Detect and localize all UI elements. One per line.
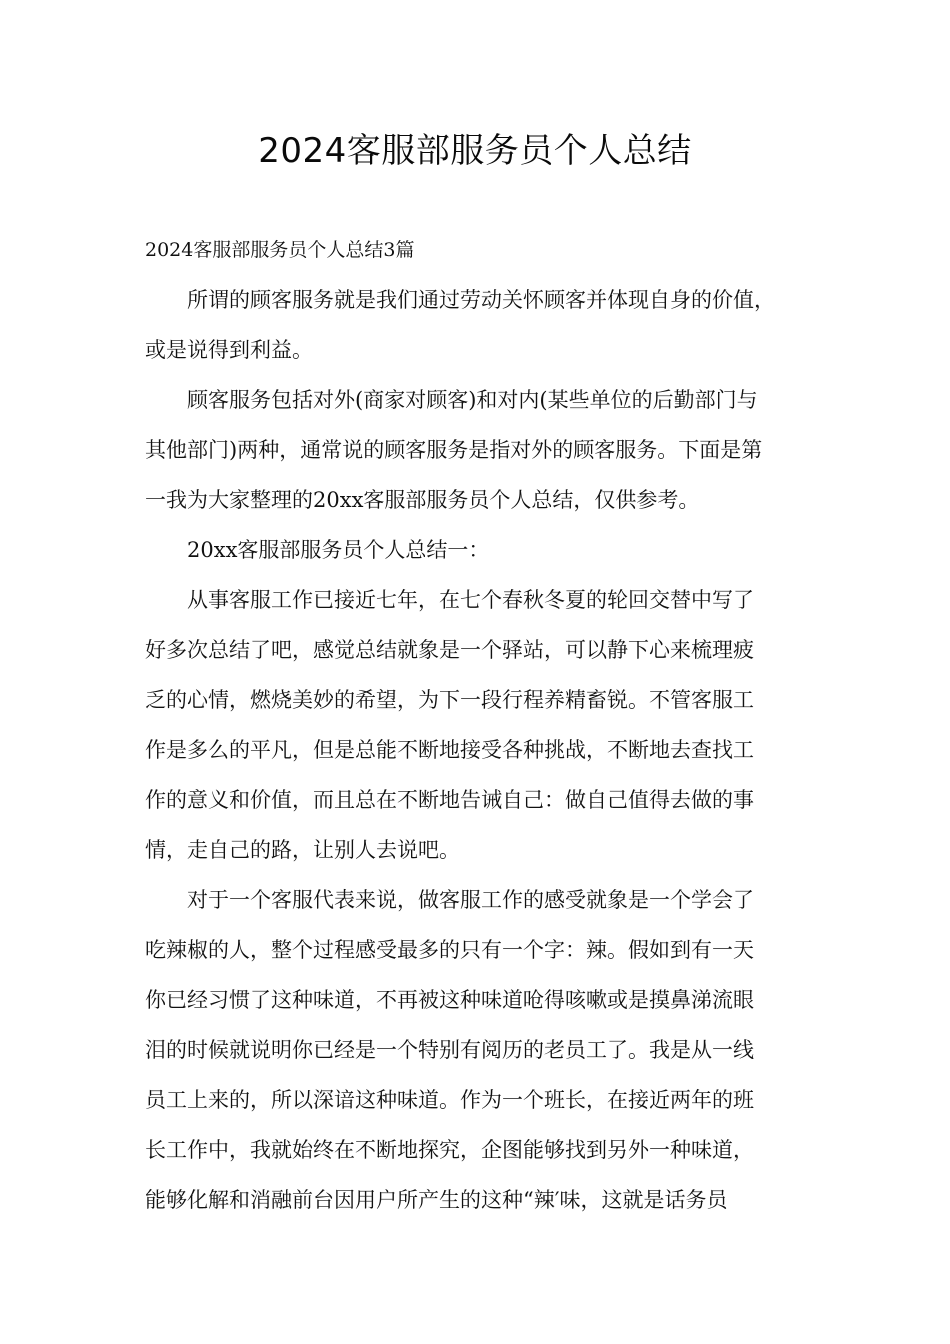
paragraph-line: 对于一个客服代表来说，做客服工作的感受就象是一个学会了 [187,888,754,912]
paragraph-line: 顾客服务包括对外(商家对顾客)和对内(某些单位的后勤部门与 [187,388,758,412]
paragraph-line: 从事客服工作已接近七年，在七个春秋冬夏的轮回交替中写了 [187,588,754,612]
paragraph-line: 吃辣椒的人，整个过程感受最多的只有一个字：辣。假如到有一天 [145,938,754,962]
paragraph-line: 作的意义和价值，而且总在不断地告诫自己：做自己值得去做的事 [145,788,754,812]
paragraph-line: 作是多么的平凡，但是总能不断地接受各种挑战，不断地去查找工 [145,738,754,762]
paragraph-line: 其他部门)两种，通常说的顾客服务是指对外的顾客服务。下面是第 [145,438,763,462]
document-subtitle: 2024客服部服务员个人总结3篇 [145,239,415,261]
paragraph-line: 一我为大家整理的20xx客服部服务员个人总结，仅供参考。 [145,488,700,512]
paragraph-line: 员工上来的，所以深谙这种味道。作为一个班长，在接近两年的班 [145,1088,754,1112]
paragraph-line: 泪的时候就说明你已经是一个特别有阅历的老员工了。我是从一线 [145,1038,754,1062]
document-title: 2024客服部服务员个人总结 [258,131,692,171]
paragraph-line: 所谓的顾客服务就是我们通过劳动关怀顾客并体现自身的价值， [187,288,775,312]
section-heading: 20xx客服部服务员个人总结一： [187,538,490,562]
paragraph-line: 你已经习惯了这种味道，不再被这种味道呛得咳嗽或是摸鼻涕流眼 [145,988,754,1012]
paragraph-line: 长工作中，我就始终在不断地探究，企图能够找到另外一种味道， [145,1138,754,1162]
paragraph-line: 能够化解和消融前台因用户所产生的这种“辣′味，这就是话务员 [145,1188,728,1212]
paragraph-line: 乏的心情，燃烧美妙的希望，为下一段行程养精畜锐。不管客服工 [145,688,754,712]
paragraph-line: 情，走自己的路，让别人去说吧。 [145,838,460,862]
paragraph-line: 或是说得到利益。 [145,338,313,362]
paragraph-line: 好多次总结了吧，感觉总结就象是一个驿站，可以静下心来梳理疲 [145,638,754,662]
